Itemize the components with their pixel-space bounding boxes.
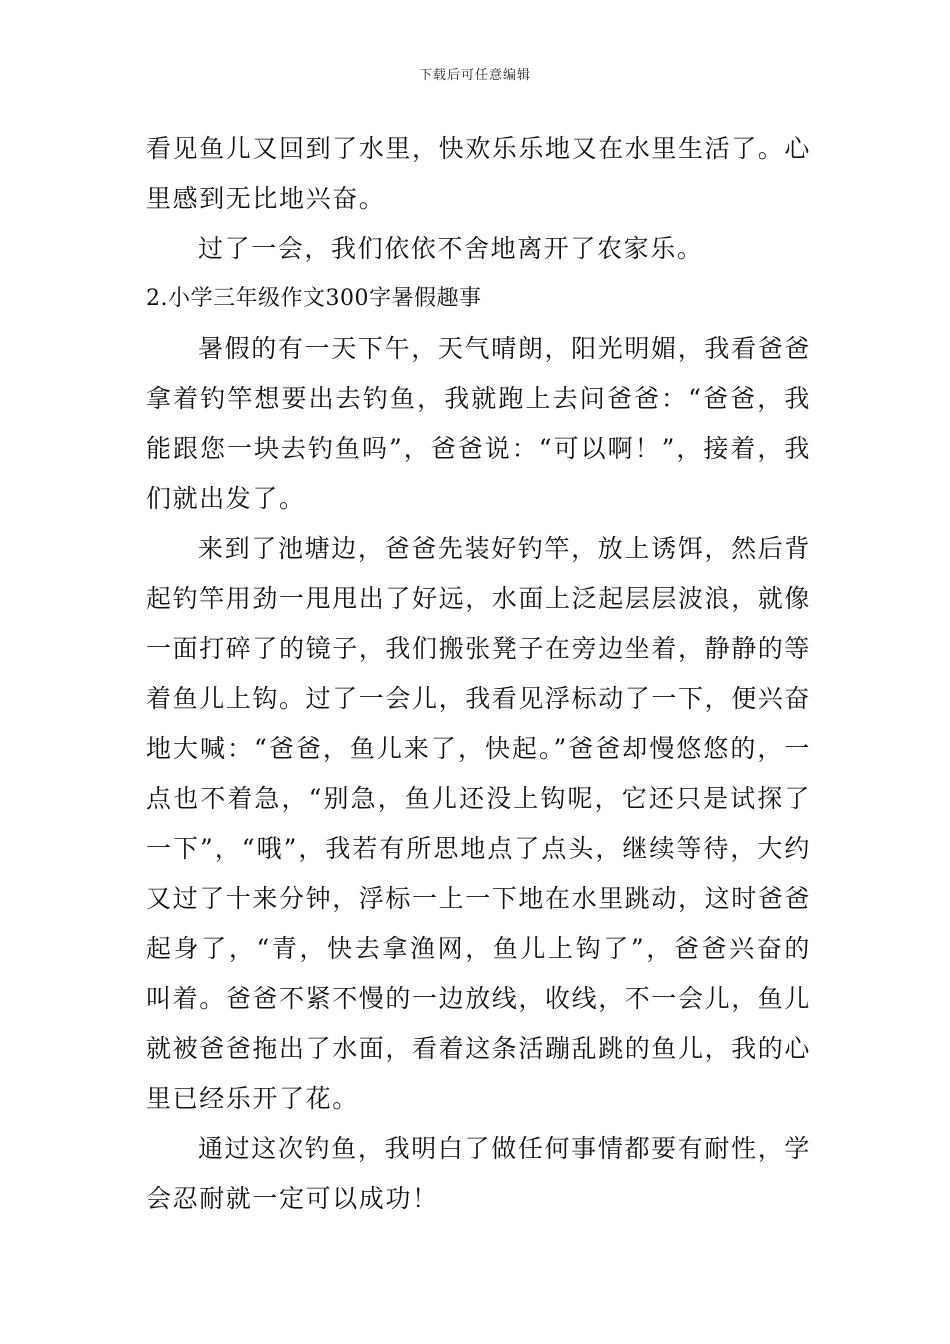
paragraph-continuation: 看见鱼儿又回到了水里，快欢乐乐地又在水里生活了。心里感到无比地兴奋。 [146, 134, 812, 213]
page-header: 下载后可任意编辑 [418, 68, 531, 83]
paragraph-closing: 过了一会，我们依依不舍地离开了农家乐。 [198, 234, 704, 263]
essay-paragraph-1: 暑假的有一天下午，天气晴朗，阳光明媚，我看爸爸拿着钓竿想要出去钓鱼，我就跑上去问爸爸：“爸爸，我能跟您一块去钓鱼吗”，爸爸说：“可以啊！”，接着，我们就出发了。 [146, 334, 811, 513]
section-title: 2.小学三年级作文300字暑假趣事 [146, 286, 482, 311]
document-body [146, 124, 811, 1224]
essay-paragraph-3: 通过这次钓鱼，我明白了做任何事情都要有耐性，学会忍耐就一定可以成功！ [146, 1134, 811, 1213]
essay-paragraph-2: 来到了池塘边，爸爸先装好钓竿，放上诱饵，然后背起钓竿用劲一甩甩出了好远，水面上泛起层层波浪，就像一面打碎了的镜子，我们搬张凳子在旁边坐着，静静的等着鱼儿上钩。过了一会儿，我看见浮标动了一下，便兴奋地大喊：“爸爸，鱼儿来了，快起。”爸爸却慢悠悠的，一点也不着急，“别急，鱼儿还没上钩呢，它还只是试探了一下”，“哦”，我若有所思地点了点头，继续等待，大约又过了十来分钟，浮标一上一下地在水里跳动，这时爸爸起身了，“青，快去拿渔网，鱼儿上钩了”，爸爸兴奋的叫着。爸爸不紧不慢的一边放线，收线，不一会儿，鱼儿就被爸爸拖出了水面，看着这条活蹦乱跳的鱼儿，我的心里已经乐开了花。 [146, 534, 812, 1113]
